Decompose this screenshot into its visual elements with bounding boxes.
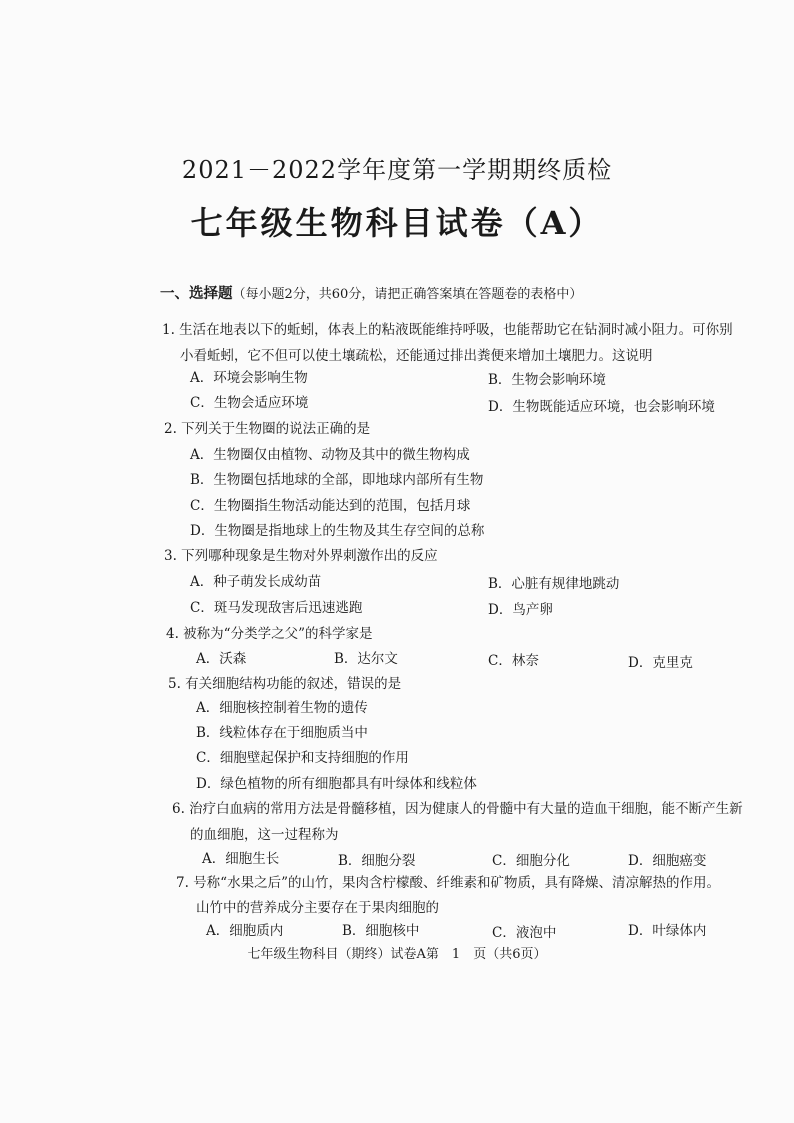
question-7-stem-line2: 山竹中的营养成分主要存在于果肉细胞的 <box>196 900 439 916</box>
section-heading <box>160 282 582 303</box>
question-4-option-c: C．林奈 <box>488 653 539 669</box>
question-3-stem: 3. 下列哪种现象是生物对外界刺激作出的反应 <box>164 548 438 564</box>
question-6-option-a: A．细胞生长 <box>202 851 280 867</box>
question-1-option-b: B．生物会影响环境 <box>488 372 606 388</box>
question-6-option-c: C．细胞分化 <box>492 853 570 869</box>
question-2-option-c: C．生物圈指生物活动能达到的范围，包括月球 <box>190 498 471 514</box>
question-1-option-c: C．生物会适应环境 <box>190 395 309 411</box>
question-3-option-a: A．种子萌发长成幼苗 <box>190 574 322 590</box>
question-7-option-b: B．细胞核中 <box>342 923 420 939</box>
question-2-option-d: D．生物圈是指地球上的生物及其生存空间的总称 <box>190 523 485 539</box>
question-1-option-a: A．环境会影响生物 <box>190 370 308 386</box>
question-5-stem: 5. 有关细胞结构功能的叙述，错误的是 <box>168 676 402 692</box>
exam-title: 七年级生物科目试卷（A） <box>190 204 604 242</box>
question-2-option-b: B．生物圈包括地球的全部，即地球内部所有生物 <box>190 472 484 488</box>
question-7-stem-line1: 7. 号称“水果之后”的山竹，果肉含柠檬酸、纤维素和矿物质，具有降燥、清凉解热的作用。 <box>176 875 720 891</box>
question-4-option-b: B．达尔文 <box>334 651 398 667</box>
question-5-option-a: A．细胞核控制着生物的遗传 <box>196 700 368 716</box>
question-2-option-a: A．生物圈仅由植物、动物及其中的微生物构成 <box>190 447 470 463</box>
question-6-stem-line2: 的血细胞，这一过程称为 <box>190 827 339 843</box>
section-note: （每小题2分，共60分，请把正确答案填在答题卷的表格中） <box>232 287 583 302</box>
question-3-option-b: B．心脏有规律地跳动 <box>488 576 620 592</box>
question-1-stem-line1: 1. 生活在地表以下的蚯蚓，体表上的粘液既能维持呼吸，也能帮助它在钻洞时减小阻力。可你别 <box>162 322 733 338</box>
question-5-option-b: B．线粒体存在于细胞质当中 <box>196 725 368 741</box>
question-3-option-d: D．鸟产卵 <box>488 602 553 618</box>
page-footer: 七年级生物科目（期终）试卷A第 1 页（共6页） <box>247 947 547 962</box>
question-6-stem-line1: 6. 治疗白血病的常用方法是骨髓移植，因为健康人的骨髓中有大量的造血干细胞，能不断产生新 <box>172 801 743 817</box>
question-1-stem-line2: 小看蚯蚓，它不但可以使土壤疏松，还能通过排出粪便来增加土壤肥力。这说明 <box>180 348 653 364</box>
question-1-option-d: D．生物既能适应环境，也会影响环境 <box>488 399 715 415</box>
year-title: 2021－2022学年度第一学期期终质检 <box>181 156 613 184</box>
question-5-option-d: D．绿色植物的所有细胞都具有叶绿体和线粒体 <box>196 776 477 792</box>
question-5-option-c: C．细胞壁起保护和支持细胞的作用 <box>196 750 409 766</box>
section-title: 一、选择题 <box>160 285 233 302</box>
question-7-option-c: C．液泡中 <box>492 925 557 941</box>
question-6-option-b: B．细胞分裂 <box>338 853 416 869</box>
question-4-option-a: A．沃森 <box>196 651 247 667</box>
question-7-option-d: D．叶绿体内 <box>628 923 707 939</box>
question-4-stem: 4. 被称为“分类学之父”的科学家是 <box>166 626 373 642</box>
question-2-stem: 2. 下列关于生物圈的说法正确的是 <box>164 421 371 437</box>
question-3-option-c: C．斑马发现敌害后迅速逃跑 <box>190 600 363 616</box>
question-6-option-d: D．细胞癌变 <box>628 853 707 869</box>
question-7-option-a: A．细胞质内 <box>206 923 284 939</box>
question-4-option-d: D．克里克 <box>628 655 693 671</box>
